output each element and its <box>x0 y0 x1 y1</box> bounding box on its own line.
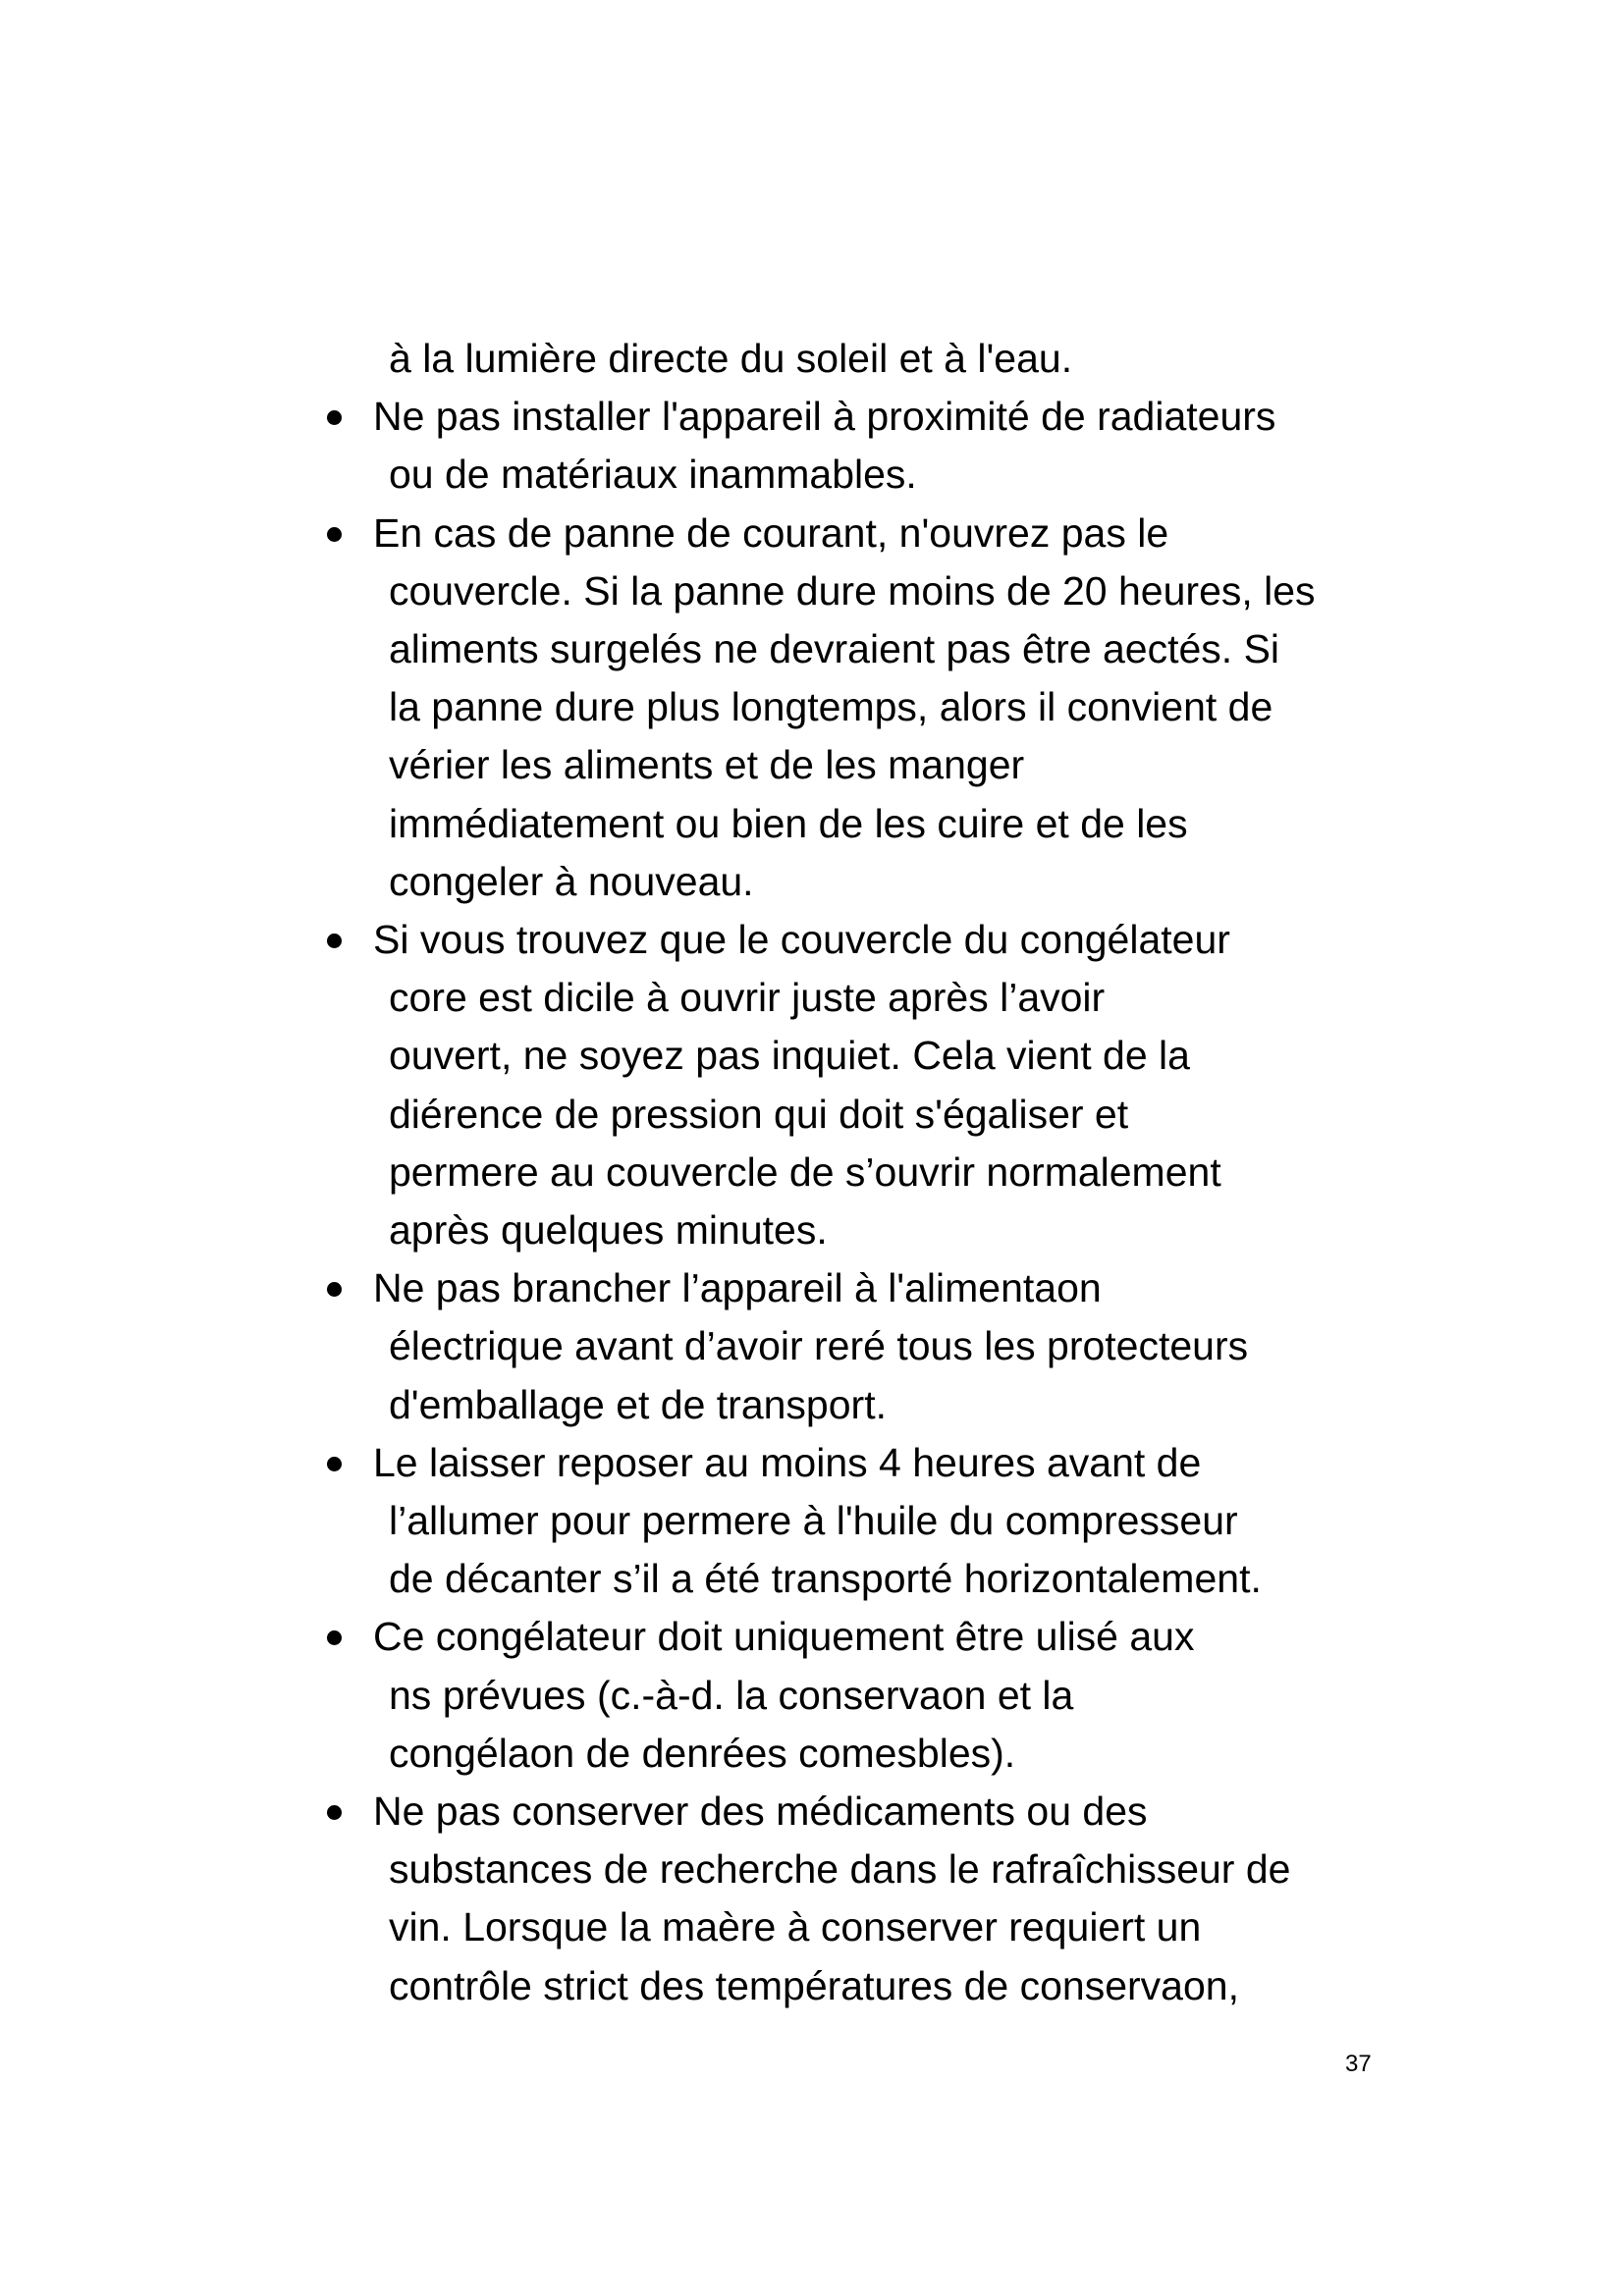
line-text: d'emballage et de transport. <box>389 1381 887 1427</box>
line-text: permere au couvercle de s’ouvrir normalement <box>389 1148 1221 1195</box>
line-text: Si vous trouvez que le couvercle du congélateur <box>373 917 1230 962</box>
line-text: substances de recherche dans le rafraîchisseur de <box>389 1846 1291 1893</box>
line-text: En cas de panne de courant, n'ouvrez pas le <box>373 509 1169 556</box>
bullet-icon <box>327 934 342 948</box>
bullet-icon <box>327 410 342 425</box>
line-text: Ne pas brancher l’appareil à l'alimentaon <box>373 1265 1102 1311</box>
line-text: après quelques minutes. <box>389 1207 828 1253</box>
line-text: ou de matériaux inammables. <box>389 452 917 498</box>
line-text: core est dicile à ouvrir juste après l’avoir <box>389 975 1106 1021</box>
line-text: aliments surgelés ne devraient pas être aectés. Si <box>389 626 1280 671</box>
line-text: électrique avant d’avoir reré tous les protecteurs <box>389 1323 1249 1369</box>
line-text: Le laisser reposer au moins 4 heures avant de <box>373 1439 1202 1485</box>
line-text: couvercle. Si la panne dure moins de 20 heures, les <box>389 567 1316 614</box>
line-text: Ne pas installer l'appareil à proximité de radiateurs <box>373 394 1276 440</box>
line-text: l’allumer pour permere à l'huile du compresseur <box>389 1498 1238 1543</box>
line-text: congélaon de denrées comesbles). <box>389 1730 1016 1776</box>
line-text: congeler à nouveau. <box>389 858 754 904</box>
line-text: Ce congélateur doit uniquement être ulisé aux <box>373 1614 1195 1660</box>
bullet-icon <box>327 1282 342 1297</box>
bullet-icon <box>327 1805 342 1820</box>
line-text: à la lumière directe du soleil et à l'eau. <box>389 336 1073 381</box>
line-text: diérence de pression qui doit s'égaliser et <box>389 1091 1129 1137</box>
line-text: ns prévues (c.-à-d. la conservaon et la <box>389 1672 1074 1718</box>
bullet-icon <box>327 1457 342 1471</box>
line-text: contrôle strict des températures de conservaon, <box>389 1962 1239 2008</box>
line-text: de décanter s’il a été transporté horizontalement. <box>389 1556 1262 1602</box>
line-text: la panne dure plus longtemps, alors il convient de <box>389 684 1273 730</box>
line-text: vérier les aliments et de les manger <box>389 742 1025 788</box>
line-text: vin. Lorsque la maère à conserver requiert un <box>389 1904 1202 1950</box>
page-number: 37 <box>1345 2051 1372 2077</box>
bullet-icon <box>327 527 342 542</box>
line-text: ouvert, ne soyez pas inquiet. Cela vient de la <box>389 1033 1190 1079</box>
line-text: immédiatement ou bien de les cuire et de les <box>389 800 1188 846</box>
bullet-icon <box>327 1630 342 1645</box>
line-text: Ne pas conserver des médicaments ou des <box>373 1789 1148 1834</box>
